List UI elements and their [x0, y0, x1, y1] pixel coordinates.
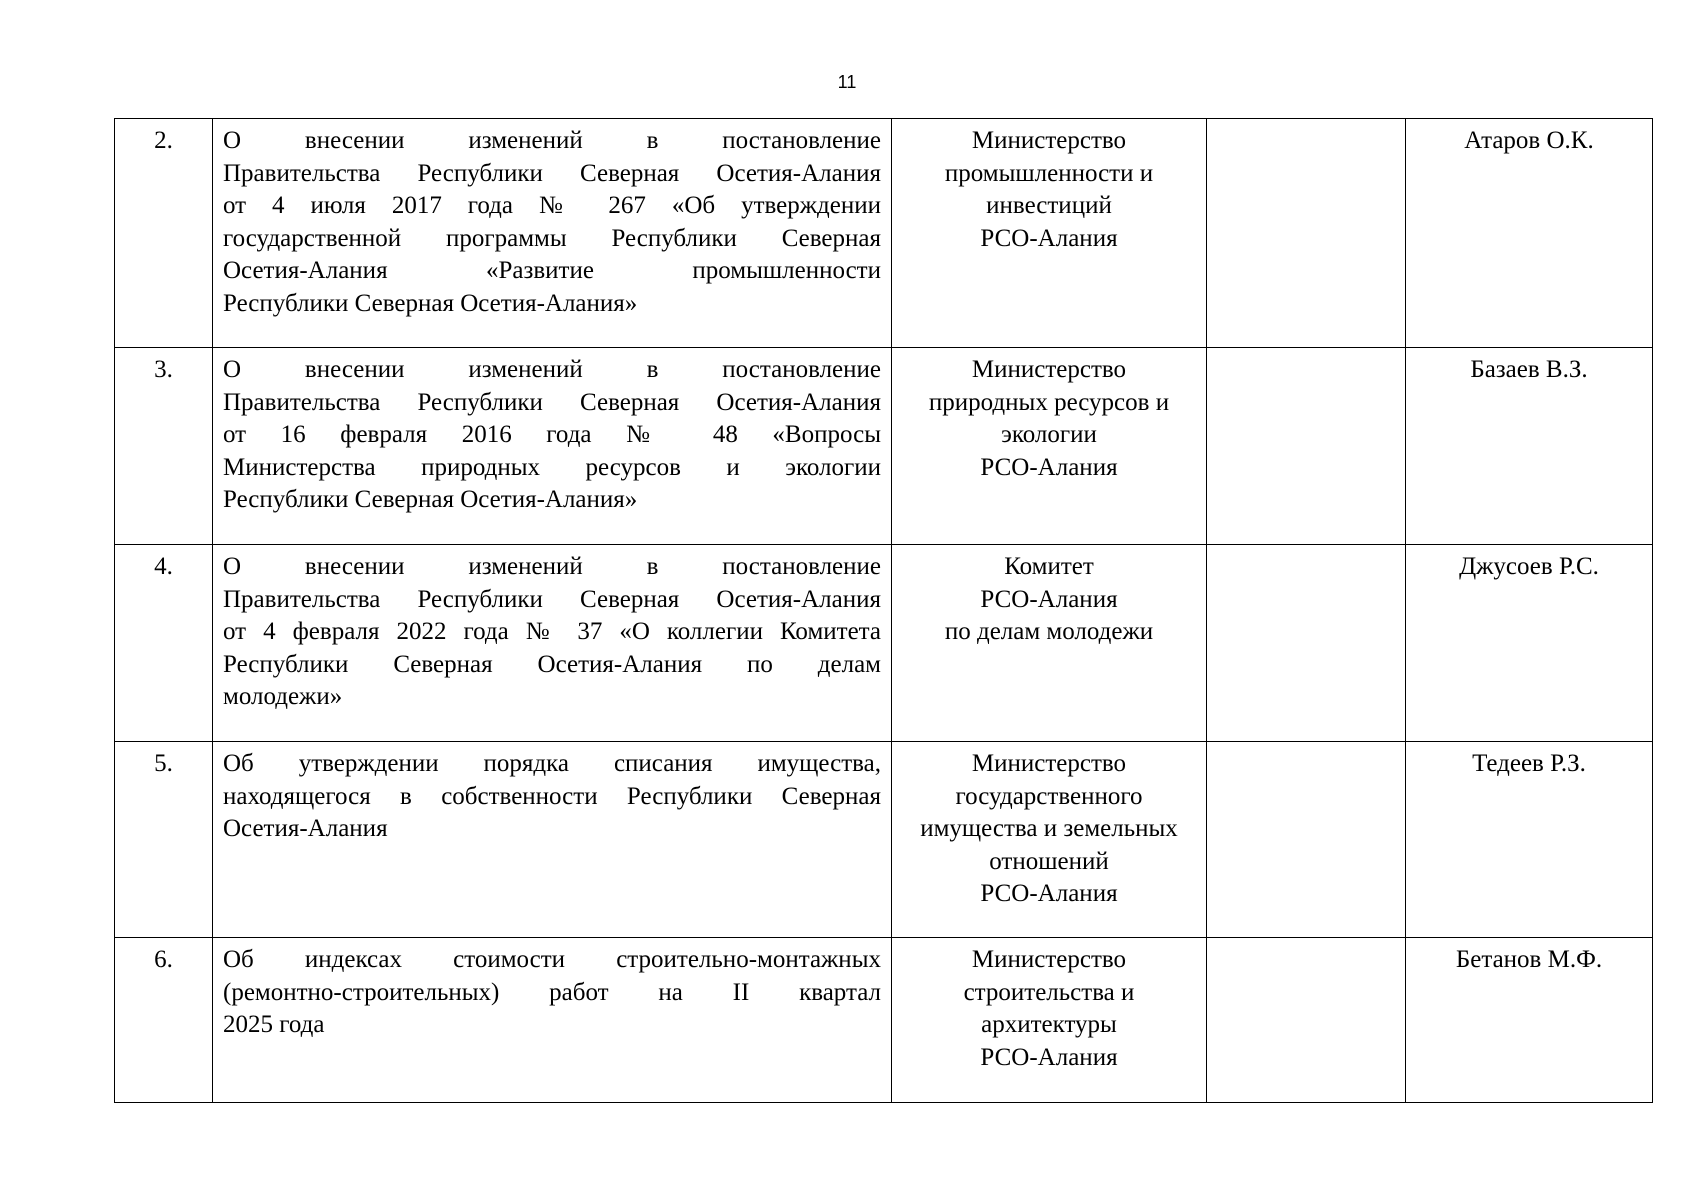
empty-cell	[1207, 119, 1406, 348]
empty-cell	[1207, 938, 1406, 1103]
title-line: (ремонтно-строительных) работ на II квартал	[223, 978, 881, 1006]
responsible-person: Тедеев Р.З.	[1406, 742, 1653, 938]
table-row	[115, 348, 1653, 545]
row-number: 5.	[115, 742, 213, 938]
title-line: Осетия-Алания «Развитие промышленности	[223, 257, 881, 284]
title-line: О внесении изменений в постановление	[223, 127, 881, 154]
responsible-organization	[892, 348, 1207, 545]
org-line: Министерство	[971, 750, 1127, 777]
table-row	[115, 119, 1653, 348]
document-title	[213, 938, 892, 1103]
document-title	[213, 348, 892, 545]
org-line: Министерство	[971, 127, 1127, 154]
empty-cell	[1207, 545, 1406, 742]
title-line: от 4 июля 2017 года № 267 «Об утверждении	[223, 192, 881, 219]
responsible-organization	[892, 119, 1207, 348]
title-line: О внесении изменений в постановление	[223, 553, 881, 580]
title-line: Об утверждении порядка списания имущества,	[223, 750, 881, 777]
title-line: Министерства природных ресурсов и экологии	[223, 453, 881, 481]
empty-cell	[1207, 348, 1406, 545]
org-line: промышленности и	[944, 159, 1154, 187]
title-line: Республики Северная Осетия-Алания по делам	[223, 650, 881, 678]
page-number: 11	[837, 72, 857, 92]
resolutions-table	[114, 118, 1653, 1103]
org-line: Министерство	[971, 356, 1127, 383]
responsible-person: Атаров О.К.	[1406, 119, 1653, 348]
org-line: имущества и земельных	[920, 815, 1178, 842]
org-line: архитектуры	[981, 1011, 1117, 1038]
org-line: РСО-Алания	[980, 1043, 1118, 1071]
row-number: 6.	[115, 938, 213, 1103]
org-line: Министерство	[971, 946, 1127, 973]
title-line: 2025 года	[223, 1011, 325, 1038]
title-line: Республики Северная Осетия-Алания»	[223, 486, 638, 513]
responsible-organization	[892, 742, 1207, 938]
org-line: РСО-Алания	[980, 880, 1118, 907]
title-line: от 4 февраля 2022 года № 37 «О коллегии Комитета	[223, 618, 881, 645]
table-row	[115, 938, 1653, 1103]
org-line: Комитет	[1004, 553, 1094, 580]
table-row	[115, 742, 1653, 938]
table-row	[115, 545, 1653, 742]
title-line: О внесении изменений в постановление	[223, 356, 881, 383]
org-line: РСО-Алания	[980, 224, 1118, 252]
title-line: Правительства Республики Северная Осетия-Алания	[223, 159, 881, 187]
org-line: экологии	[1001, 421, 1097, 448]
title-line: молодежи»	[223, 683, 343, 710]
org-line: природных ресурсов и	[928, 388, 1170, 416]
org-line: РСО-Алания	[980, 585, 1118, 613]
title-line: Правительства Республики Северная Осетия-Алания	[223, 585, 881, 613]
title-line: государственной программы Республики Северная	[223, 224, 881, 252]
title-line: Осетия-Алания	[223, 815, 388, 842]
document-title	[213, 742, 892, 938]
responsible-person: Базаев В.З.	[1406, 348, 1653, 545]
responsible-person: Бетанов М.Ф.	[1406, 938, 1653, 1103]
title-line: от 16 февраля 2016 года № 48 «Вопросы	[223, 421, 881, 448]
title-line: находящегося в собственности Республики Северная	[223, 782, 881, 810]
org-line: строительства и	[963, 978, 1135, 1006]
org-line: инвестиций	[986, 192, 1112, 219]
document-title	[213, 545, 892, 742]
responsible-person: Джусоев Р.С.	[1406, 545, 1653, 742]
document-title	[213, 119, 892, 348]
org-line: государственного	[955, 782, 1143, 810]
org-line: отношений	[989, 847, 1109, 875]
org-line: РСО-Алания	[980, 453, 1118, 481]
responsible-organization	[892, 938, 1207, 1103]
row-number: 2.	[115, 119, 213, 348]
title-line: Республики Северная Осетия-Алания»	[223, 289, 638, 317]
row-number: 3.	[115, 348, 213, 545]
empty-cell	[1207, 742, 1406, 938]
org-line: по делам молодежи	[944, 618, 1154, 645]
row-number: 4.	[115, 545, 213, 742]
title-line: Об индексах стоимости строительно-монтажных	[223, 946, 881, 973]
title-line: Правительства Республики Северная Осетия-Алания	[223, 388, 881, 416]
responsible-organization	[892, 545, 1207, 742]
